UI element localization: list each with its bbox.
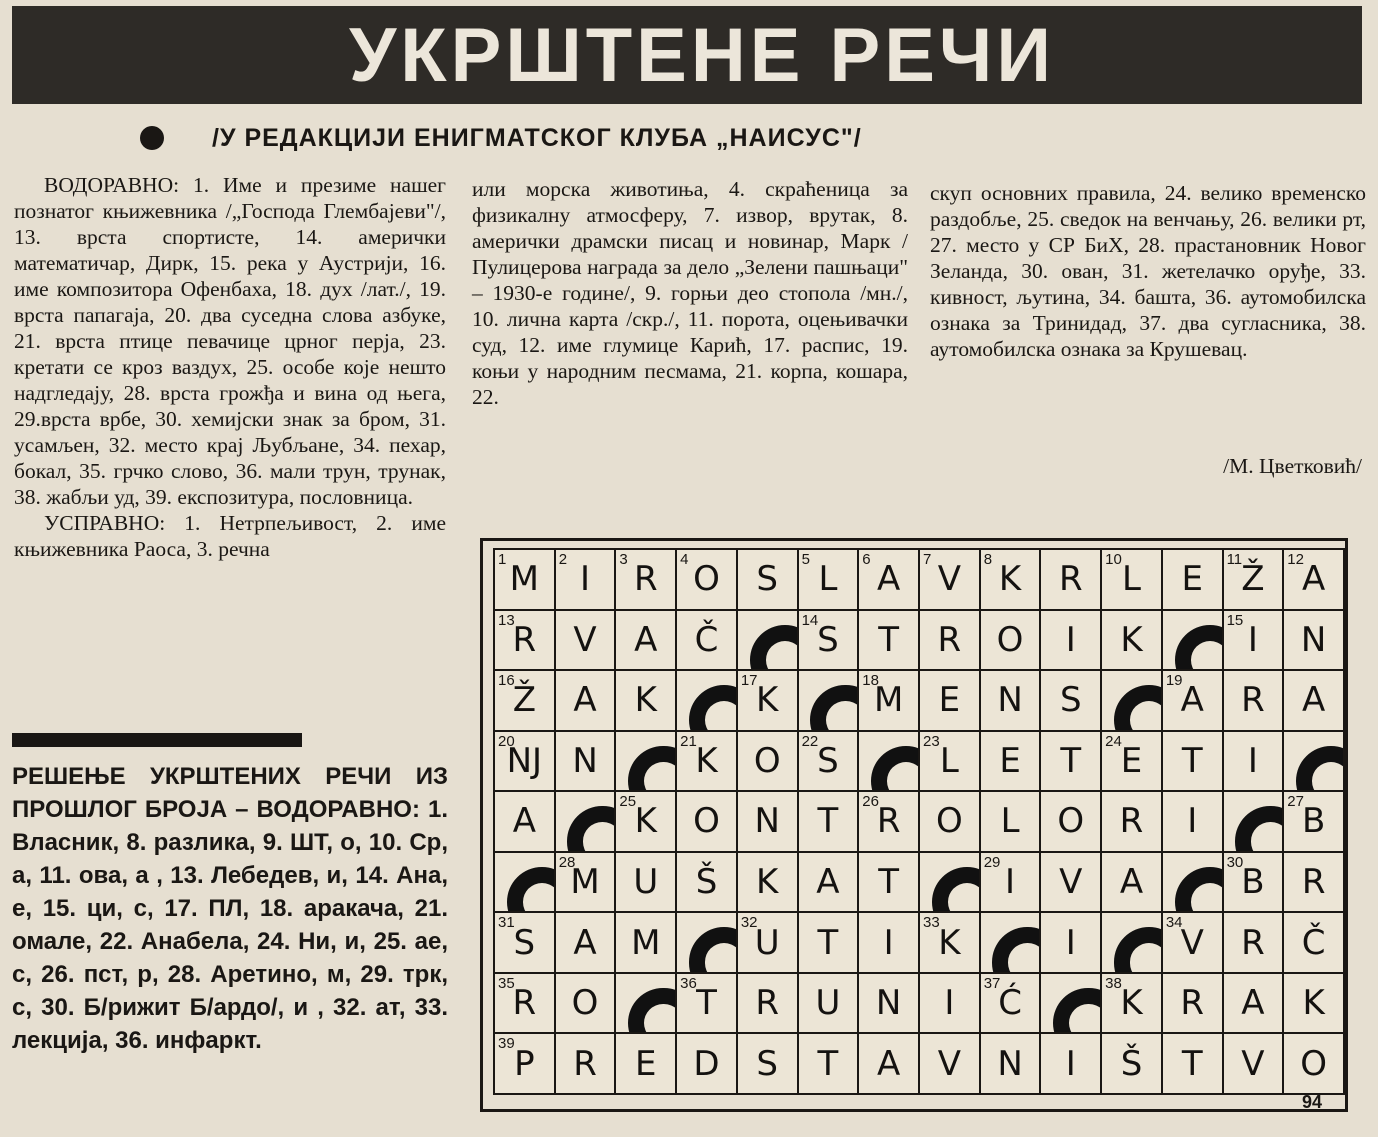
grid-cell xyxy=(981,792,1042,853)
grid-cell xyxy=(1163,974,1224,1035)
cell-number: 21 xyxy=(680,732,697,750)
grid-cell xyxy=(495,974,556,1035)
cell-number: 7 xyxy=(923,551,932,568)
grid-cell xyxy=(1041,671,1102,732)
cell-letter: E xyxy=(1181,559,1203,600)
grid-cell xyxy=(981,1034,1042,1095)
cell-letter: E xyxy=(635,1043,657,1084)
grid-cell xyxy=(738,913,799,974)
cell-number: 37 xyxy=(983,974,1001,992)
black-square xyxy=(738,611,799,672)
grid-cell xyxy=(738,550,799,611)
grid-cell xyxy=(677,732,738,793)
cell-letter: A xyxy=(1302,680,1326,721)
title-banner xyxy=(12,6,1362,104)
cell-letter: M xyxy=(631,922,661,963)
grid-cell xyxy=(1224,671,1285,732)
cell-number: 33 xyxy=(923,914,940,932)
cell-letter: O xyxy=(753,740,781,781)
grid-cell xyxy=(981,974,1042,1035)
grid-cell xyxy=(616,792,677,853)
cell-letter: K xyxy=(1120,983,1143,1024)
black-square xyxy=(1102,671,1163,732)
cell-letter: L xyxy=(1000,801,1020,842)
cell-letter: R xyxy=(1119,801,1144,842)
cell-letter: T xyxy=(1060,740,1082,781)
grid-cell xyxy=(799,792,860,853)
black-square xyxy=(1284,732,1345,793)
cell-number: 8 xyxy=(983,551,993,568)
black-square xyxy=(1102,913,1163,974)
cell-letter: R xyxy=(512,983,537,1024)
cell-number: 13 xyxy=(498,611,515,629)
black-square xyxy=(1224,792,1285,853)
cell-letter: T xyxy=(817,922,839,963)
grid-cell xyxy=(799,853,860,914)
cell-letter: A xyxy=(512,801,536,842)
grid-cell xyxy=(556,732,617,793)
cell-number: 14 xyxy=(801,611,819,629)
cell-letter: I xyxy=(1005,862,1016,903)
grid-cell xyxy=(1284,853,1345,914)
cell-letter: O xyxy=(693,801,720,842)
cell-letter: Č xyxy=(1301,922,1326,963)
cell-letter: R xyxy=(755,983,780,1024)
black-square xyxy=(495,853,556,914)
grid-cell xyxy=(1041,732,1102,793)
cell-letter: NJ xyxy=(506,740,543,781)
author-signature: /М. Цветковић/ xyxy=(1223,454,1362,478)
cell-letter: Ć xyxy=(998,983,1022,1024)
grid-cell xyxy=(738,974,799,1035)
subtitle: /У РЕДАКЦИЈИ ЕНИГМАТСКОГ КЛУБА „НАИСУС"/ xyxy=(212,123,862,152)
cell-number: 1 xyxy=(498,551,507,568)
grid-cell xyxy=(738,732,799,793)
cell-number: 27 xyxy=(1287,793,1304,811)
cell-number: 17 xyxy=(740,672,758,690)
grid-cell xyxy=(1102,611,1163,672)
cell-number: 16 xyxy=(498,672,515,690)
grid-cell xyxy=(859,671,920,732)
cell-letter: K xyxy=(1302,983,1325,1024)
grid-cell xyxy=(495,671,556,732)
cell-letter: U xyxy=(754,922,780,963)
cell-letter: Č xyxy=(694,619,719,660)
grid-cell xyxy=(1284,550,1345,611)
cell-letter: K xyxy=(756,862,779,903)
cell-letter: S xyxy=(756,1043,778,1084)
grid-cell xyxy=(1041,853,1102,914)
cell-letter: V xyxy=(1180,922,1204,963)
cell-letter: T xyxy=(1181,1043,1203,1084)
cell-letter: O xyxy=(1300,1043,1328,1084)
cell-number: 3 xyxy=(619,551,628,568)
grid-cell xyxy=(677,974,738,1035)
grid-cell xyxy=(799,913,860,974)
grid-cell xyxy=(799,974,860,1035)
cell-letter: S xyxy=(817,619,839,660)
grid-cell xyxy=(1284,671,1345,732)
cell-number: 25 xyxy=(619,793,637,811)
cell-letter: T xyxy=(817,801,839,842)
cell-letter: A xyxy=(877,559,901,600)
cell-letter: T xyxy=(878,619,900,660)
black-square xyxy=(1163,611,1224,672)
cell-number: 31 xyxy=(498,914,515,932)
grid-cell xyxy=(1041,1034,1102,1095)
grid-cell xyxy=(1163,671,1224,732)
grid-cell xyxy=(616,550,677,611)
cell-number: 38 xyxy=(1105,974,1122,992)
cell-letter: A xyxy=(1302,559,1326,600)
grid-cell xyxy=(1284,974,1345,1035)
cell-number: 36 xyxy=(680,974,697,992)
grid-cell xyxy=(556,550,617,611)
grid-cell xyxy=(920,550,981,611)
grid-cell xyxy=(920,732,981,793)
cell-letter: Š xyxy=(1120,1043,1143,1084)
clues-column-1 xyxy=(14,172,446,562)
grid-cell xyxy=(1163,732,1224,793)
black-square xyxy=(1041,974,1102,1035)
grid-cell xyxy=(1284,1034,1345,1095)
previous-solution: РЕШЕЊЕ УКРШТЕНИХ РЕЧИ ИЗ ПРОШЛОГ БРОЈА – ВОДОРАВНО: 1. Власник, 8. разлика, 9. ШТ, о, 10. Ср, а, 11. ова, а , 13. Лебедев, и, 14. Ана, е, 15. ци, с, 17. ПЛ, 18. аракача, 21. омале, 22. Анабела, 24. Ни, и, 25. ае, с, 26. пст, р, 28. Аретино, м, 29. трк, с, 30. Б/рижит Б/ардо/, и , 32. ат, 33. лекција, 36. инфаркт. xyxy=(12,763,448,1054)
grid-cell xyxy=(859,550,920,611)
grid-cell xyxy=(799,1034,860,1095)
cell-number: 30 xyxy=(1226,853,1244,871)
divider-bar xyxy=(12,733,302,747)
grid-cell xyxy=(1041,792,1102,853)
cell-letter: N xyxy=(997,680,1023,721)
cell-letter: T xyxy=(696,983,717,1024)
cell-number: 11 xyxy=(1226,551,1243,568)
grid-cell xyxy=(1102,853,1163,914)
grid-cell xyxy=(1041,550,1102,611)
grid-cell xyxy=(616,853,677,914)
grid-cell xyxy=(859,974,920,1035)
grid-cell xyxy=(1163,1034,1224,1095)
grid-cell xyxy=(1102,550,1163,611)
grid-cell xyxy=(738,792,799,853)
grid-cell xyxy=(556,974,617,1035)
cell-letter: E xyxy=(1120,740,1143,781)
grid-cell xyxy=(495,611,556,672)
cell-letter: I xyxy=(944,983,955,1024)
cell-number: 34 xyxy=(1165,914,1183,932)
cell-letter: Ž xyxy=(1241,559,1265,600)
clues-vertical-end: скуп основних правила, 24. велико временско раздобље, 25. сведок на венчању, 26. велики рт, 27. место у СР БиХ, 28. прастановник Новог Зеланда, 30. ован, 31. жетелачко оруђе, 33. кивност, љутина, 34. башта, 36. аутомобилска ознака за Тринидад, 37. два сугласника, 38. аутомобилска ознака за Крушевац. xyxy=(930,181,1366,361)
grid-cell xyxy=(859,1034,920,1095)
grid-cell xyxy=(1041,611,1102,672)
grid-cell xyxy=(1224,550,1285,611)
grid-cell xyxy=(1224,913,1285,974)
grid-cell xyxy=(1102,792,1163,853)
grid-cell xyxy=(920,974,981,1035)
cell-letter: K xyxy=(695,740,718,781)
cell-number: 18 xyxy=(862,672,879,690)
grid-cell xyxy=(1224,974,1285,1035)
grid-cell xyxy=(981,853,1042,914)
grid-cell xyxy=(1041,913,1102,974)
grid-cell xyxy=(677,792,738,853)
cell-letter: O xyxy=(996,619,1024,660)
grid-cell xyxy=(981,550,1042,611)
grid-cell xyxy=(556,671,617,732)
grid-cell xyxy=(556,1034,617,1095)
cell-letter: A xyxy=(573,922,597,963)
grid-cell xyxy=(1284,792,1345,853)
cell-letter: R xyxy=(633,559,658,600)
black-square xyxy=(677,913,738,974)
clues-column-2 xyxy=(472,176,908,410)
black-square xyxy=(859,732,920,793)
cell-letter: B xyxy=(1241,862,1265,903)
cell-letter: Ž xyxy=(512,680,536,721)
cell-letter: V xyxy=(937,559,961,600)
grid-cell xyxy=(1102,732,1163,793)
grid-cell xyxy=(495,550,556,611)
cell-number: 23 xyxy=(923,732,940,750)
cell-letter: A xyxy=(877,1043,901,1084)
cell-letter: A xyxy=(1241,983,1265,1024)
grid-cell xyxy=(799,550,860,611)
cell-number: 12 xyxy=(1287,551,1304,568)
grid-cell xyxy=(1224,732,1285,793)
cell-letter: T xyxy=(878,862,900,903)
grid-cell xyxy=(495,732,556,793)
grid-cell xyxy=(677,1034,738,1095)
grid-cell xyxy=(920,671,981,732)
cell-number: 5 xyxy=(801,551,810,568)
cell-letter: O xyxy=(693,559,720,600)
cell-letter: M xyxy=(509,559,540,600)
cell-number: 32 xyxy=(740,914,758,932)
cell-letter: O xyxy=(935,801,963,842)
grid-cell xyxy=(556,611,617,672)
cell-letter: N xyxy=(997,1043,1023,1084)
grid-cell xyxy=(799,732,860,793)
cell-letter: I xyxy=(1065,619,1076,660)
cell-letter: I xyxy=(1065,1043,1076,1084)
grid-cell xyxy=(738,853,799,914)
grid-cell xyxy=(920,792,981,853)
subtitle-row xyxy=(140,118,1140,158)
clues-vertical-start: УСПРАВНО: 1. Нетрпељивост, 2. име књижевника Раоса, 3. речна xyxy=(14,511,446,561)
crossword-grid xyxy=(493,548,1345,1095)
cell-letter: R xyxy=(1301,862,1326,903)
grid-cell xyxy=(677,550,738,611)
cell-letter: D xyxy=(693,1043,720,1084)
cell-letter: R xyxy=(937,619,962,660)
cell-letter: I xyxy=(1065,922,1076,963)
cell-number: 26 xyxy=(862,793,879,811)
cell-letter: E xyxy=(938,680,961,721)
cell-letter: L xyxy=(1122,559,1141,600)
page-title: УКРШТЕНЕ РЕЧИ xyxy=(349,12,1055,98)
black-square xyxy=(677,671,738,732)
cell-letter: K xyxy=(756,680,779,721)
cell-letter: O xyxy=(1057,801,1085,842)
cell-number: 22 xyxy=(801,732,819,750)
cell-number: 6 xyxy=(862,551,871,568)
cell-letter: R xyxy=(1058,559,1083,600)
cell-number: 24 xyxy=(1105,732,1122,750)
cell-letter: I xyxy=(883,922,894,963)
cell-letter: T xyxy=(1181,740,1203,781)
grid-cell xyxy=(859,792,920,853)
cell-letter: K xyxy=(634,801,657,842)
cell-letter: M xyxy=(570,862,600,903)
cell-letter: R xyxy=(1241,922,1265,963)
grid-cell xyxy=(738,1034,799,1095)
cell-number: 39 xyxy=(498,1035,515,1053)
cell-letter: K xyxy=(1120,619,1143,660)
cell-number: 35 xyxy=(498,974,515,992)
clues-horizontal: ВОДОРАВНО: 1. Име и презиме нашег познатог књижевника /„Господа Глембајеви"/, 13. врста спортисте, 14. амерички математичар, Дирк, 15. река у Аустрији, 16. име композитора Офенбаха, 18. дух /лат./, 19. врста папагаја, 20. два суседна слова азбуке, 21. врста птице певачице црног перја, 23. кретати се кроз ваздух, 25. особе које нешто надгледају, 28. врста грожђа и вина од њега, 29.врста врбе, 30. хемијски знак за бром, 31. усамљен, 32. место крај Љубљане, 34. пехар, бокал, 35. грчко слово, 36. мали трун, трунак, 38. жабљи уд, 39. експозитура, пословница. xyxy=(14,173,446,509)
cell-letter: S xyxy=(1059,680,1082,721)
grid-cell xyxy=(1284,611,1345,672)
cell-letter: S xyxy=(817,740,839,781)
cell-letter: K xyxy=(998,559,1022,600)
grid-cell xyxy=(495,1034,556,1095)
grid-cell xyxy=(556,853,617,914)
grid-cell xyxy=(859,913,920,974)
clues-column-3 xyxy=(930,180,1366,362)
cell-letter: T xyxy=(817,1043,839,1084)
cell-letter: V xyxy=(573,619,597,660)
grid-cell xyxy=(1163,550,1224,611)
grid-cell xyxy=(799,611,860,672)
cell-number: 29 xyxy=(983,853,1001,871)
cell-letter: A xyxy=(1119,862,1144,903)
page-number: 94 xyxy=(1302,1092,1323,1112)
cell-letter: O xyxy=(571,983,599,1024)
cell-letter: S xyxy=(756,559,778,600)
grid-cell xyxy=(1224,853,1285,914)
grid-cell xyxy=(859,853,920,914)
cell-letter: Š xyxy=(695,862,718,903)
cell-letter: K xyxy=(634,680,657,721)
cell-letter: B xyxy=(1301,801,1326,842)
cell-letter: R xyxy=(1241,680,1265,721)
grid-cell xyxy=(920,611,981,672)
cell-letter: R xyxy=(1180,983,1205,1024)
grid-cell xyxy=(616,671,677,732)
black-square xyxy=(556,792,617,853)
grid-cell xyxy=(1224,611,1285,672)
grid-cell xyxy=(981,732,1042,793)
cell-letter: N xyxy=(572,740,598,781)
cell-letter: R xyxy=(573,1043,597,1084)
cell-letter: E xyxy=(999,740,1021,781)
cell-letter: N xyxy=(875,983,902,1024)
grid-cell xyxy=(677,853,738,914)
cell-letter: I xyxy=(1247,740,1258,781)
cell-letter: S xyxy=(513,922,536,963)
grid-cell xyxy=(738,671,799,732)
grid-cell xyxy=(556,913,617,974)
grid-cell xyxy=(981,611,1042,672)
cell-letter: U xyxy=(633,862,659,903)
cell-number: 10 xyxy=(1105,551,1122,568)
clues-vertical-cont: или морска животиња, 4. скраћеница за физикалну атмосферу, 7. извор, врутак, 8. амерички драмски писац и новинар, Марк /Пулицерова награда за дело „Зелени пашњаци" – 1930-е године/, 9. горњи део стопола /мн./, 10. лична карта /скр./, 11. порота, оцењивачки суд, 12. име глумице Карић, 17. распис, 19. коњи у народним песмама, 21. корпа, кошара, 22. xyxy=(472,177,908,409)
grid-cell xyxy=(616,1034,677,1095)
grid-cell xyxy=(920,913,981,974)
cell-letter: I xyxy=(1187,801,1198,842)
cell-letter: R xyxy=(512,619,537,660)
cell-letter: R xyxy=(876,801,901,842)
grid-cell xyxy=(1163,913,1224,974)
grid-cell xyxy=(1224,1034,1285,1095)
black-square xyxy=(799,671,860,732)
cell-letter: U xyxy=(815,983,841,1024)
black-square xyxy=(920,853,981,914)
cell-letter: P xyxy=(514,1043,535,1084)
cell-number: 19 xyxy=(1165,672,1183,690)
cell-letter: V xyxy=(937,1043,961,1084)
grid-cell xyxy=(1163,792,1224,853)
cell-letter: V xyxy=(1059,862,1083,903)
black-square xyxy=(1163,853,1224,914)
black-square xyxy=(981,913,1042,974)
grid-cell xyxy=(495,913,556,974)
cell-letter: L xyxy=(939,740,959,781)
bullet-icon xyxy=(140,126,164,150)
grid-cell xyxy=(981,671,1042,732)
cell-letter: K xyxy=(938,922,961,963)
cell-letter: V xyxy=(1241,1043,1265,1084)
cell-letter: I xyxy=(580,559,591,600)
grid-cell xyxy=(616,913,677,974)
cell-letter: M xyxy=(873,680,904,721)
grid-cell xyxy=(920,1034,981,1095)
grid-cell xyxy=(677,611,738,672)
cell-number: 4 xyxy=(680,551,689,568)
cell-letter: N xyxy=(1300,619,1327,660)
grid-cell xyxy=(859,611,920,672)
cell-letter: I xyxy=(1247,619,1258,660)
cell-number: 15 xyxy=(1226,611,1244,629)
cell-letter: A xyxy=(1180,680,1204,721)
grid-cell xyxy=(1284,913,1345,974)
cell-letter: A xyxy=(573,680,597,721)
cell-letter: N xyxy=(754,801,780,842)
cell-number: 28 xyxy=(558,853,576,871)
cell-letter: L xyxy=(818,559,838,600)
grid-cell xyxy=(616,611,677,672)
grid-cell xyxy=(495,792,556,853)
cell-number: 20 xyxy=(498,732,515,750)
cell-letter: A xyxy=(816,862,840,903)
black-square xyxy=(616,732,677,793)
black-square xyxy=(616,974,677,1035)
grid-cell xyxy=(1102,1034,1163,1095)
cell-letter: A xyxy=(634,619,658,660)
cell-number: 2 xyxy=(558,551,568,568)
grid-cell xyxy=(1102,974,1163,1035)
